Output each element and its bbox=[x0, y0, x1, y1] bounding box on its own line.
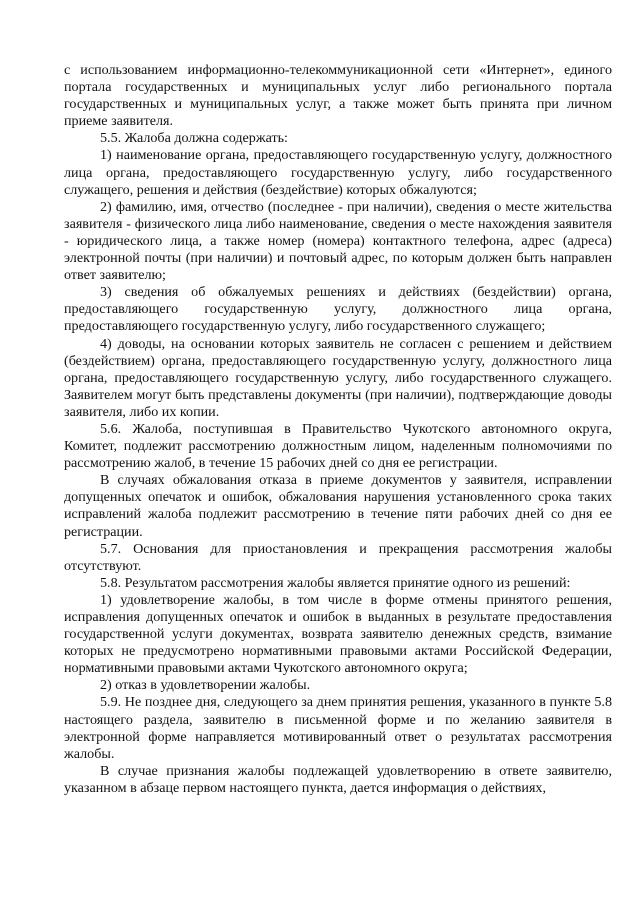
paragraph-5-5-item-2: 2) фамилию, имя, отчество (последнее - при наличии), сведения о месте жительства заявителя - физического лица либо наименование, сведения о месте нахождения заявителя - юридического лица, а также номер (номера) контактного телефона, адрес (адреса) электронной почты (при наличии) и почтовый адрес, по которым должен быть направлен ответ заявителю; bbox=[64, 198, 612, 284]
paragraph-5-9-second: В случае признания жалобы подлежащей удовлетворению в ответе заявителю, указанном в абзаце первом настоящего пункта, дается информация о действиях, bbox=[64, 762, 612, 796]
paragraph-5-6-second: В случаях обжалования отказа в приеме документов у заявителя, исправлении допущенных опечаток и ошибок, обжалования нарушения установленного срока таких исправлений жалоба подлежит рассмотрению в течение пяти рабочих дней со дня ее регистрации. bbox=[64, 472, 612, 540]
paragraph-5-8-item-2: 2) отказ в удовлетворении жалобы. bbox=[100, 677, 311, 694]
paragraph-5-8: 5.8. Результатом рассмотрения жалобы является принятие одного из решений: bbox=[100, 574, 571, 591]
paragraph-5-5-item-3: 3) сведения об обжалуемых решениях и действиях (бездействии) органа, предоставляющего государственную услугу, должностного лица органа, предоставляющего государственную услугу, либо государственного служащего; bbox=[64, 284, 612, 335]
paragraph-5-5-item-1: 1) наименование органа, предоставляющего государственную услугу, должностного лица органа, предоставляющего государственную услугу, либо государственного служащего, решения и действия (бездействие) которых обжалуются; bbox=[64, 147, 612, 198]
paragraph-5-5: 5.5. Жалоба должна содержать: bbox=[100, 130, 288, 147]
paragraph-5-5-item-4: 4) доводы, на основании которых заявитель не согласен с решением и действием (бездействием) органа, предоставляющего государственную услугу, должностного лица органа, предоставляющего государственную услугу, либо государственного служащего. Заявителем могут быть представлены документы (при наличии), подтверждающие доводы заявителя, либо их копии. bbox=[64, 335, 612, 420]
paragraph-5-6: 5.6. Жалоба, поступившая в Правительство Чукотского автономного округа, Комитет, подлежит рассмотрению должностным лицом, наделенным полномочиями по рассмотрению жалоб, в течение 15 рабочих дней со дня ее регистрации. bbox=[64, 420, 612, 472]
paragraph-5-7: 5.7. Основания для приостановления и прекращения рассмотрения жалобы отсутствуют. bbox=[64, 540, 612, 574]
paragraph-continuation: с использованием информационно-телекоммуникационной сети «Интернет», единого портала государственных и муниципальных услуг либо регионального портала государственных и муниципальных услуг, а также может быть принята при личном приеме заявителя. bbox=[64, 62, 612, 130]
paragraph-5-9: 5.9. Не позднее дня, следующего за днем принятия решения, указанного в пункте 5.8 настоящего раздела, заявителю в письменной форме и по желанию заявителя в электронной форме направляется мотивированный ответ о результатах рассмотрения жалобы. bbox=[64, 694, 612, 762]
paragraph-5-8-item-1: 1) удовлетворение жалобы, в том числе в форме отмены принятого решения, исправления допущенных опечаток и ошибок в выданных в результате предоставления государственной услуги документах, возврата заявителю денежных средств, взимание которых не предусмотрено нормативными правовыми актами Российской Федерации, нормативными правовыми актами Чукотского автономного округа; bbox=[64, 591, 612, 677]
document-body bbox=[64, 62, 612, 797]
